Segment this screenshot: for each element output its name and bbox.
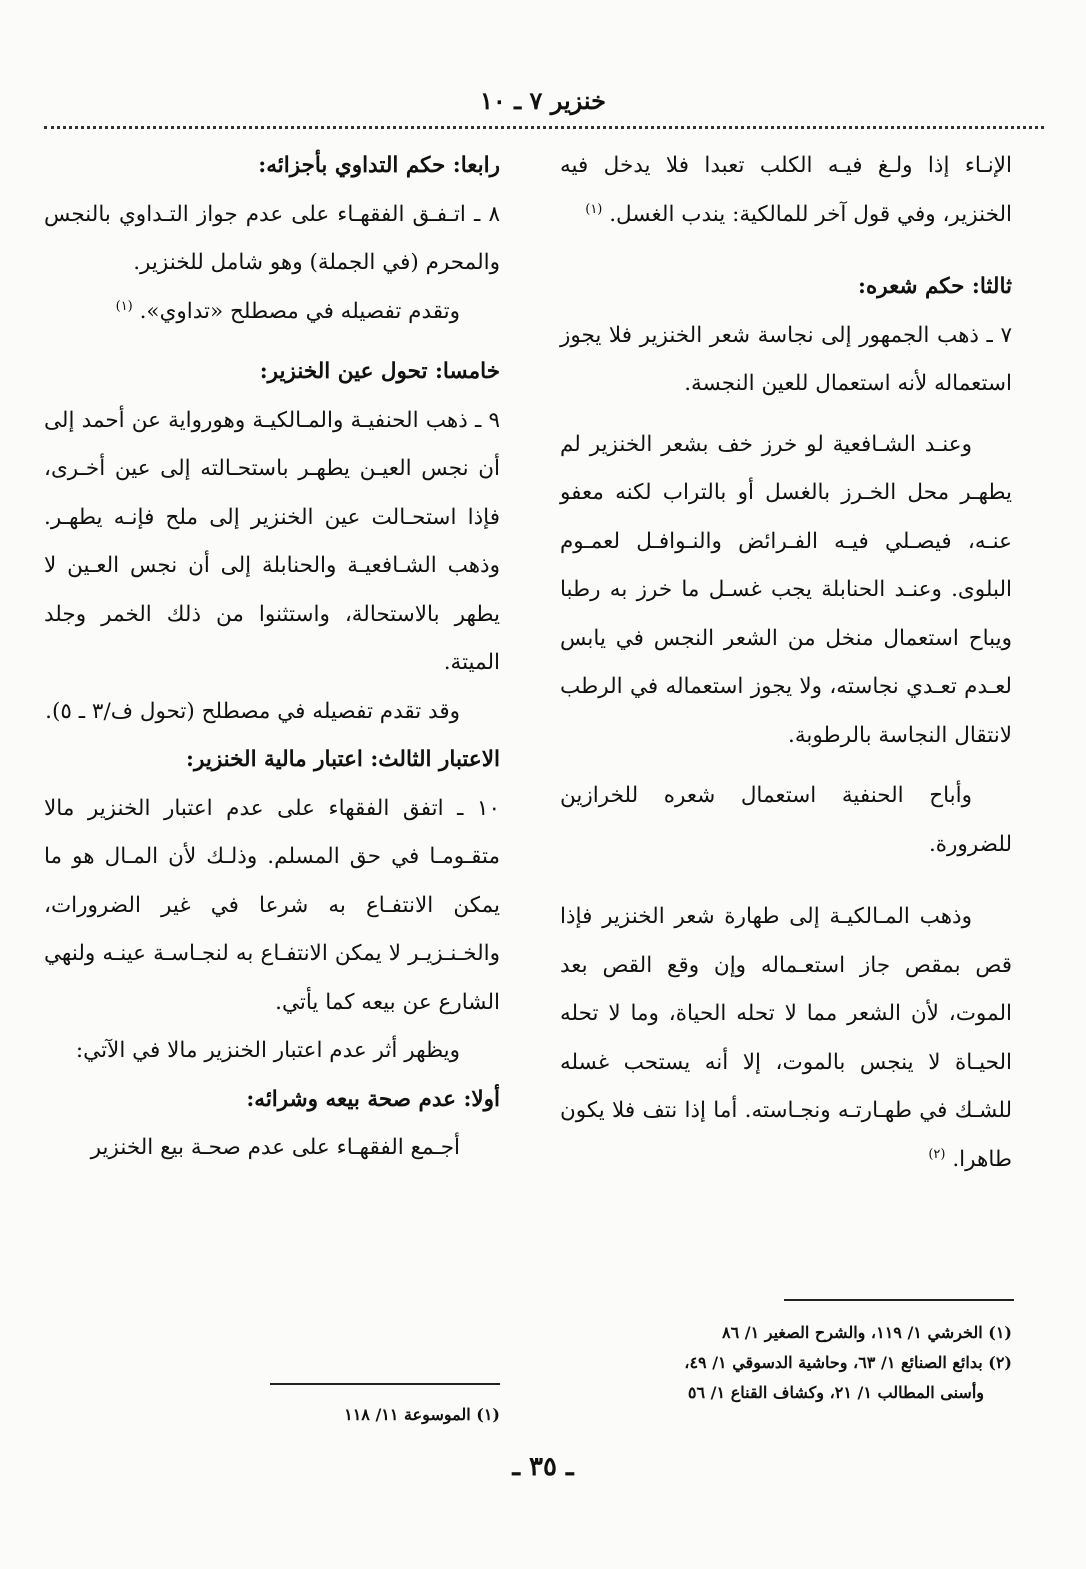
footnote-ref: (١) xyxy=(585,201,603,217)
footnotes-right xyxy=(560,1318,1012,1408)
section-heading: أولا: عدم صحة بيعه وشرائه: xyxy=(246,1086,500,1112)
paragraph: ٩ ـ ذهب الحنفيـة والمـالكيـة وهورواية عن أحمد إلى أن نجس العيـن يطهـر باستحـالته إلى عين أخـرى، فإذا استحـالت عين الخنزير إلى ملح فإنـه يطهـر. وذهب الشـافعيـة والحنابلة إلى أن نجس العـين لا يطهر بالاستحالة، واستثنوا من ذلك الخمر وجلد الميتة. xyxy=(44,407,500,675)
right-column xyxy=(560,142,1012,1184)
page-number: ـ ٣٥ ـ xyxy=(512,1452,574,1482)
left-column xyxy=(44,142,500,1173)
running-header: خنزير ٧ ـ ١٠ xyxy=(479,86,607,115)
paragraph-text: وذهب المـالكيـة إلى طهارة شعر الخنزير فإذا قص بمقص جاز استعـماله وإن وقع القص بعد الموت، لأن الشعر مما لا تحله الحياة، وما لا تحله الحيـاة لا ينجس بالموت، إلا أنه يستحب غسله للشـك في طهـارتـه ونجـاسته. أما إذا نتف فلا يكون طاهرا. xyxy=(560,904,1012,1172)
footnote-ref: (١) xyxy=(115,298,133,314)
paragraph: ١٠ ـ اتفق الفقهاء على عدم اعتبار الخنزير مالا متقـومـا في حق المسلم. وذلـك لأن المـال هو ما يمكن الانتفـاع به شرعا في غير الضرورات، والخـنـزيـر لا يمكن الانتفـاع به لنجـاسـة عينـه ولنهي الشارع عن بيعه كما يأتي. xyxy=(44,795,500,1015)
header-divider xyxy=(44,126,1044,129)
footnote: (٢) بدائع الصنائع ١/ ٦٣، وحاشية الدسوقي ١/ ٤٩، xyxy=(684,1353,1012,1372)
footnote: (١) الموسوعة ١١/ ١١٨ xyxy=(344,1405,500,1424)
footnote-ref: (٢) xyxy=(928,1146,946,1162)
paragraph xyxy=(560,142,1012,239)
footnote: (١) الخرشي ١/ ١١٩، والشرح الصغير ١/ ٨٦ xyxy=(721,1323,1012,1342)
paragraph-text: الإنـاء إذا ولـغ فيـه الكلب تعبدا فلا يدخل فيه الخنزير، وفي قول آخر للمالكية: يندب الغسل. xyxy=(560,153,1012,227)
section-heading: خامسا: تحول عين الخنزير: xyxy=(259,359,500,384)
paragraph: وعنـد الشـافعية لو خرز خف بشعر الخنزير لم يطهـر محل الخـرز بالغسل أو بالتراب لكنه معفو عنـه، فيصـلي فيـه الفـرائض والنـوافـل لعمـوم البلوى. وعنـد الحنابلة يجب غسـل ما خرز به رطبا ويباح استعمال منخل من الشعر النجس في يابس لعـدم تعـدي نجاسته، ولا يجوز استعماله في الرطب لانتقال النجاسة بالرطوبة. xyxy=(560,431,1012,748)
footnote-divider xyxy=(784,1299,1014,1301)
section-heading: ثالثا: حكم شعره: xyxy=(858,274,1012,299)
footnote: وأسنى المطالب ١/ ٢١، وكشاف القناع ١/ ٥٦ xyxy=(687,1383,984,1402)
paragraph xyxy=(44,288,500,337)
paragraph: أجـمع الفقهـاء على عدم صحـة بيع الخنزير xyxy=(90,1135,460,1160)
paragraph: ٨ ـ اتـفـق الفقهـاء على عدم جواز التـداوي بالنجس والمحرم (في الجملة) وهو شامل للخنزير. xyxy=(44,201,500,275)
paragraph: وقد تقدم تفصيله في مصطلح (تحول ف/٣ ـ ٥). xyxy=(45,698,460,724)
section-heading: رابعا: حكم التداوي بأجزائه: xyxy=(258,153,500,178)
paragraph xyxy=(560,893,1012,1184)
section-heading: الاعتبار الثالث: اعتبار مالية الخنزير: xyxy=(186,747,500,772)
paragraph: ٧ ـ ذهب الجمهور إلى نجاسة شعر الخنزير فلا يجوز استعماله لأنه استعمال للعين النجسة. xyxy=(560,322,1012,396)
paragraph: وأباح الحنفية استعمال شعره للخرازين للضرورة. xyxy=(560,783,1012,857)
footnote-divider xyxy=(270,1383,500,1385)
paragraph-text: وتقدم تفصيله في مصطلح «تداوي». xyxy=(139,298,460,324)
paragraph: ويظهر أثر عدم اعتبار الخنزير مالا في الآتي: xyxy=(75,1038,460,1063)
footnotes-left xyxy=(44,1400,500,1430)
